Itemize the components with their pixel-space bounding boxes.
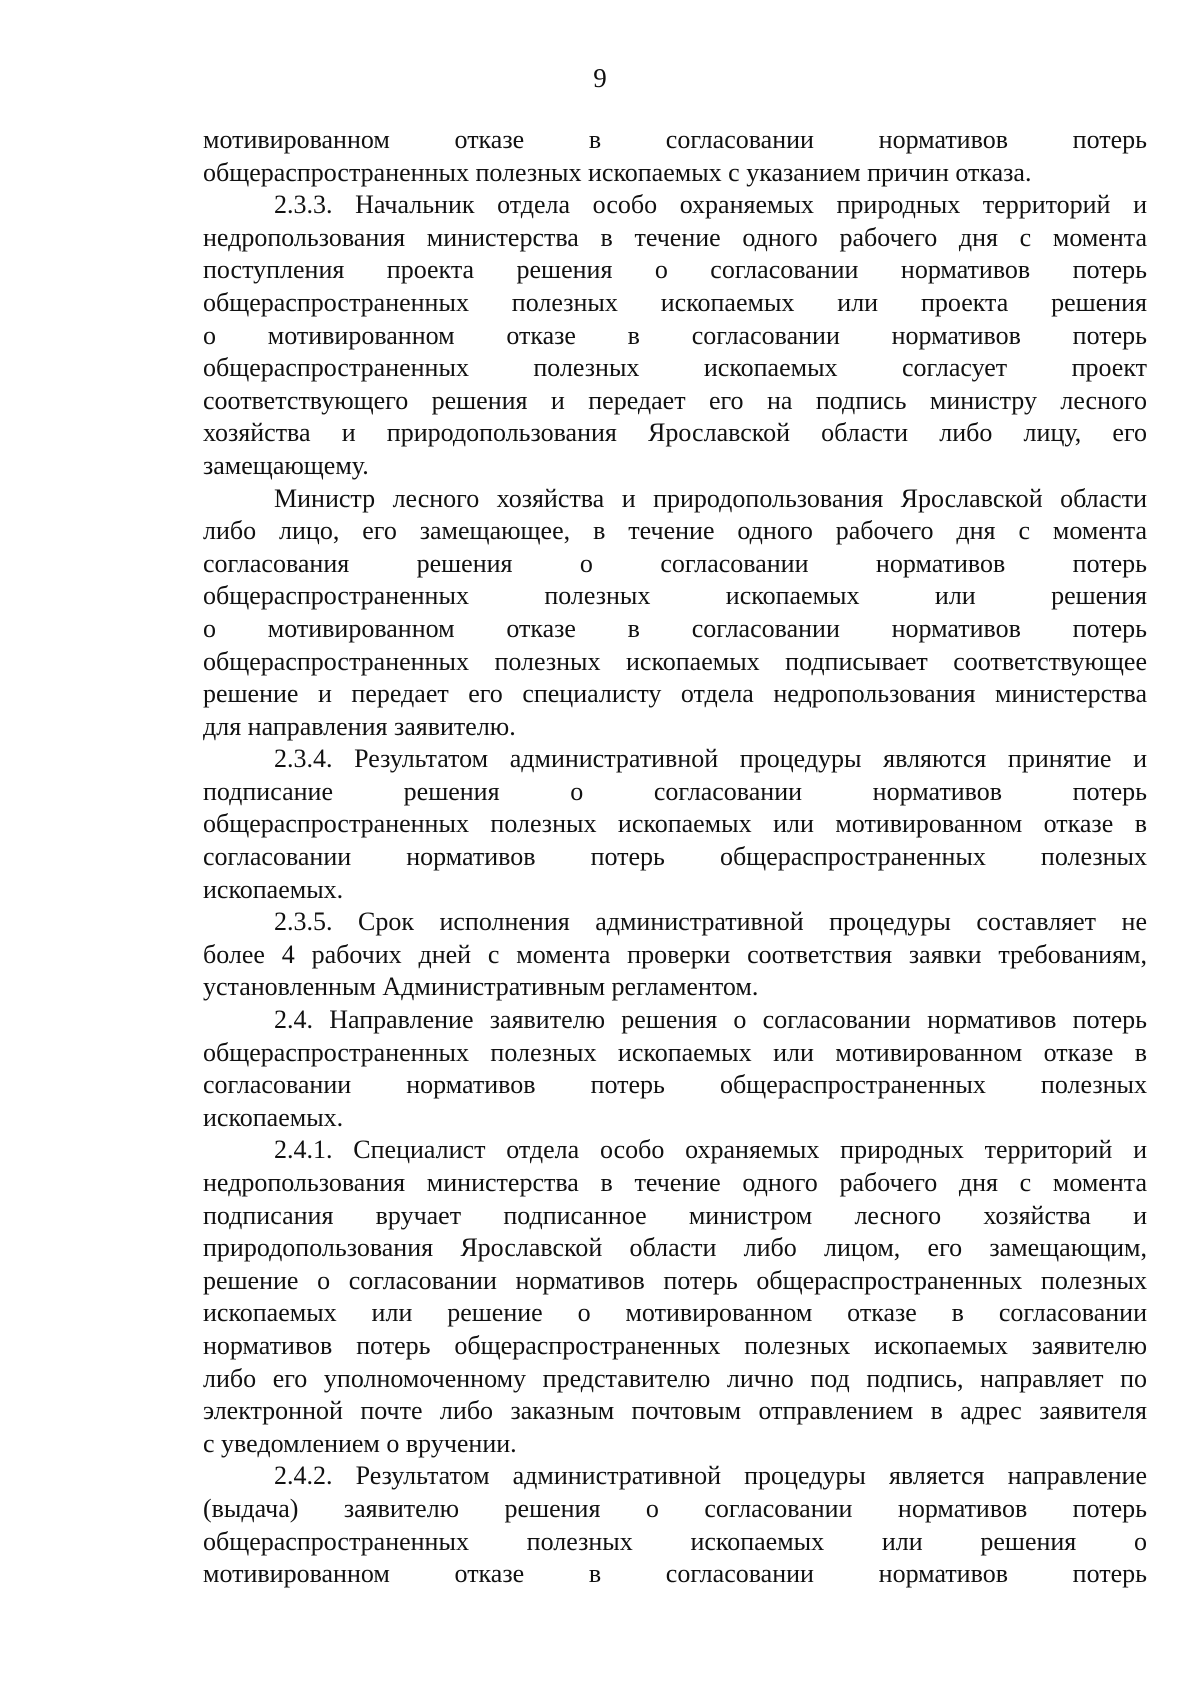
text-line: 2.4.1. Специалист отдела особо охраняемых природных территорий и [274,1135,1147,1165]
paragraph [203,1134,1147,1460]
text-line: общераспространенных полезных ископаемых или решения [203,581,1147,611]
text-line: 2.3.3. Начальник отдела особо охраняемых природных территорий и [274,190,1147,220]
text-line: более 4 рабочих дней с момента проверки соответствия заявки требованиям, [203,939,1147,969]
text-line: либо лицо, его замещающее, в течение одного рабочего дня с момента [203,516,1147,546]
text-line: общераспространенных полезных ископаемых или решения о [203,1526,1147,1556]
text-line: 2.4. Направление заявителю решения о согласовании нормативов потерь [274,1005,1147,1035]
document-body [203,124,1147,1591]
paragraph [203,189,1147,482]
text-line: установленным Административным регламентом. [203,972,759,1002]
text-line: ископаемых. [203,1102,344,1132]
text-line: 2.4.2. Результатом административной процедуры является направление [274,1461,1147,1491]
text-line: общераспространенных полезных ископаемых согласует проект [203,353,1147,383]
text-line: для направления заявителю. [203,711,516,741]
text-line: недропользования министерства в течение одного рабочего дня с момента [203,222,1147,252]
text-line: общераспространенных полезных ископаемых с указанием причин отказа. [203,157,1032,187]
text-line: ископаемых или решение о мотивированном отказе в согласовании [203,1298,1147,1328]
text-line: поступления проекта решения о согласовании нормативов потерь [203,255,1147,285]
paragraph [203,124,1147,189]
page-number: 9 [593,63,607,93]
text-line: согласования решения о согласовании нормативов потерь [203,548,1147,578]
text-line: либо его уполномоченному представителю лично под подпись, направляет по [203,1363,1147,1393]
text-line: о мотивированном отказе в согласовании нормативов потерь [203,613,1147,643]
text-line: подписание решения о согласовании нормативов потерь [203,776,1147,806]
text-line: 2.3.4. Результатом административной процедуры являются принятие и [274,744,1147,774]
text-line: общераспространенных полезных ископаемых подписывает соответствующее [203,646,1147,676]
paragraph [203,1460,1147,1590]
text-line: ископаемых. [203,874,344,904]
text-line: общераспространенных полезных ископаемых или мотивированном отказе в [203,809,1147,839]
paragraph [203,483,1147,744]
text-line: согласовании нормативов потерь общераспространенных полезных [203,1070,1147,1100]
text-line: мотивированном отказе в согласовании нормативов потерь [203,125,1147,154]
text-line: соответствующего решения и передает его на подпись министру лесного [203,385,1147,415]
text-line: недропользования министерства в течение одного рабочего дня с момента [203,1168,1147,1197]
text-line: 2.3.5. Срок исполнения административной процедуры составляет не [274,907,1147,937]
text-line: решение и передает его специалисту отдела недропользования министерства [203,679,1147,709]
text-line: (выдача) заявителю решения о согласовании нормативов потерь [203,1493,1147,1523]
text-line: подписания вручает подписанное министром лесного хозяйства и [203,1200,1147,1230]
paragraph [203,743,1147,906]
text-line: общераспространенных полезных ископаемых или проекта решения [203,287,1147,317]
text-line: хозяйства и природопользования Ярославской области либо лицу, его [203,418,1147,448]
paragraph [203,906,1147,1004]
text-line: мотивированном отказе в согласовании нормативов потерь [203,1559,1147,1589]
text-line: нормативов потерь общераспространенных полезных ископаемых заявителю [203,1330,1147,1360]
text-line: решение о согласовании нормативов потерь общераспространенных полезных [203,1265,1147,1295]
text-line: с уведомлением о вручении. [203,1428,517,1458]
text-line: согласовании нормативов потерь общераспространенных полезных [203,842,1147,872]
text-line: общераспространенных полезных ископаемых или мотивированном отказе в [203,1037,1147,1067]
text-line: электронной почте либо заказным почтовым отправлением в адрес заявителя [203,1396,1147,1426]
text-line: о мотивированном отказе в согласовании нормативов потерь [203,320,1147,350]
paragraph [203,1004,1147,1134]
text-line: Министр лесного хозяйства и природопользования Ярославской области [274,483,1147,513]
text-line: природопользования Ярославской области либо лицом, его замещающим, [203,1233,1147,1263]
text-line: замещающему. [203,450,369,480]
